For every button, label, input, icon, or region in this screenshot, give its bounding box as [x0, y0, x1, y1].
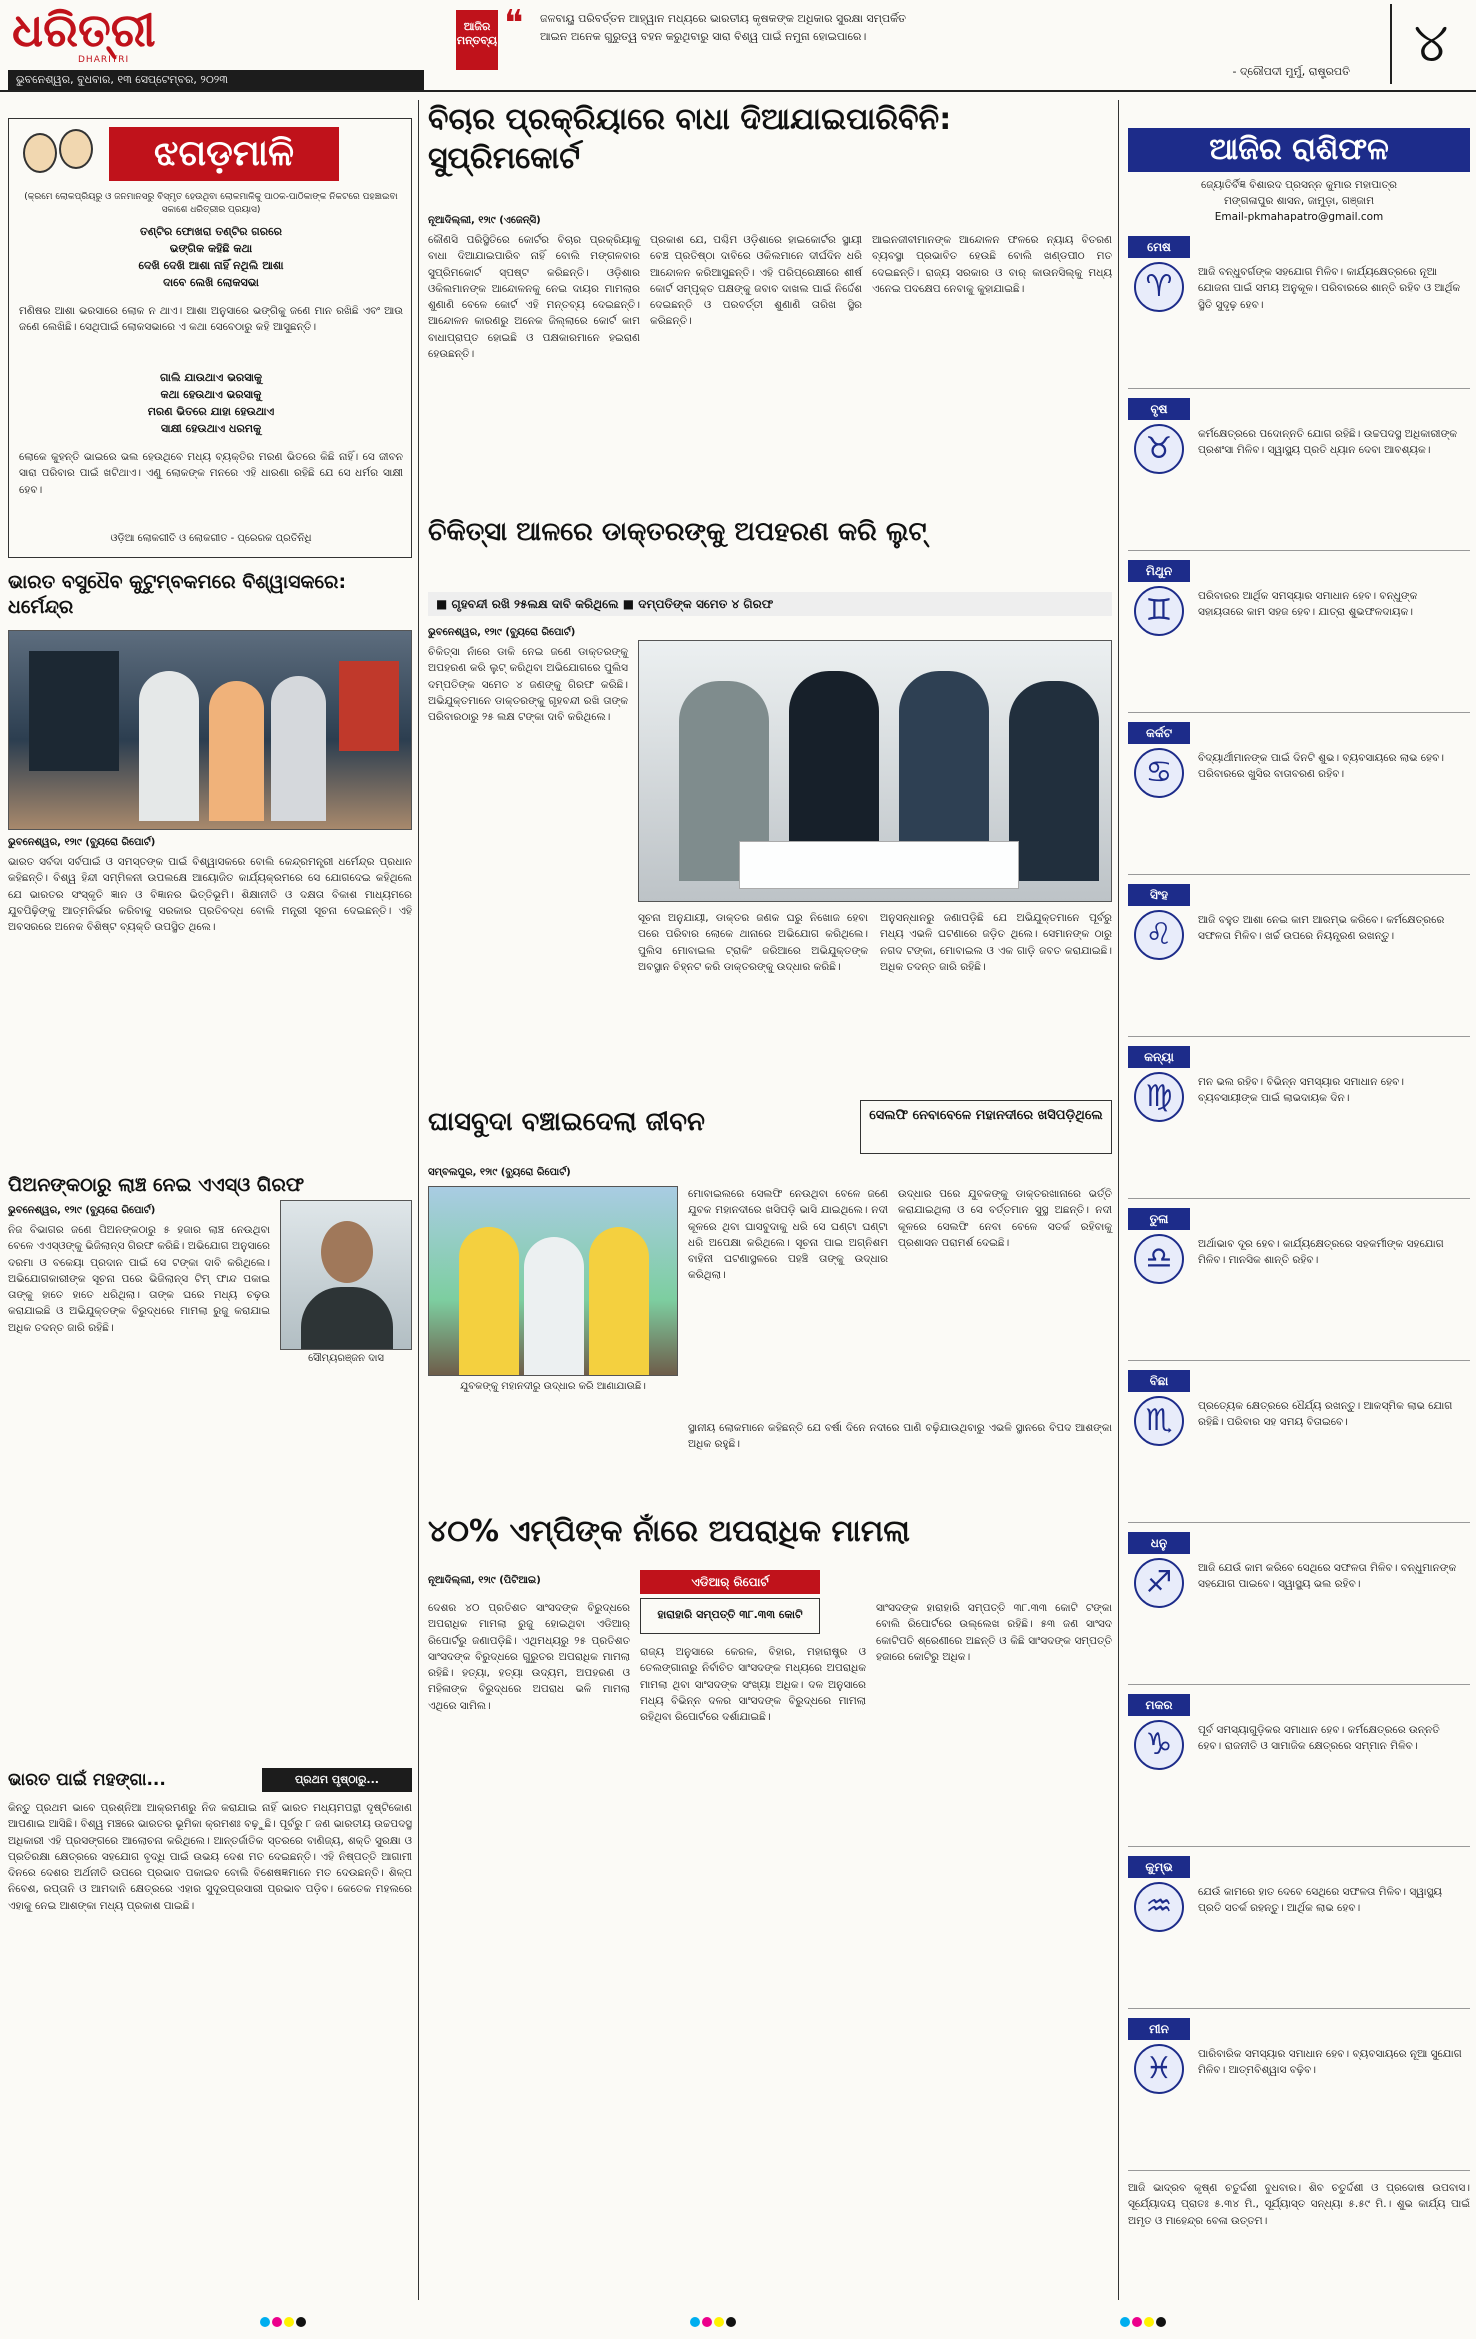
rashi-text: ଆଜି ବନ୍ଧୁବର୍ଗଙ୍କ ସହଯୋଗ ମିଳିବ। କାର୍ଯ୍ୟକ୍ଷେତ୍ରରେ ନୂଆ ଯୋଜନା ପାଇଁ ସମୟ ଅନୁକୂଳ। ପରିବାରରେ ଶାନ୍ତି ରହିବ ଓ ଆର୍ଥିକ ସ୍ଥିତି ସୁଦୃଢ଼ ହେବ। — [1198, 266, 1461, 311]
jhagada-paragraph: ଲୋକେ କୁହନ୍ତି ଭାଇରେ ଭଲ ହେଉଥିବେ ମଧ୍ୟ ବ୍ୟକ୍ତିର ମରଣ ଭିତରେ କିଛି ନାହିଁ। ସେ ଜୀବନ ସାରା ପରିବାର ପାଇଁ ଖଟିଥାଏ। ଏଣୁ ଲୋକଙ୍କ ମନରେ ଏହି ଧାରଣା ରହିଛି ଯେ ସେ ଧର୍ମର ସାକ୍ଷୀ ହେବ। — [19, 451, 403, 496]
body-grass: ମୋବାଇଲରେ ସେଲଫି ନେଉଥିବା ବେଳେ ଜଣେ ଯୁବକ ମହାନଦୀରେ ଖସିପଡ଼ି ଭାସି ଯାଇଥିଲେ। ନଦୀ କୂଳରେ ଥିବା ଘାସବୁଦାକୁ ଧରି ସେ ଘଣ୍ଟା ଘଣ୍ଟା ଧରି ଅପେକ୍ଷା କରିଥିଲେ। ସୂଚନା ପାଇ ଅଗ୍ନିଶମ ବାହିନୀ ଘଟଣାସ୍ଥଳରେ ପହଞ୍ଚି ତାଙ୍କୁ ଉଦ୍ଧାର କରିଥିଲା। — [688, 1188, 888, 1282]
poem-line: ଦାବେ ଲେଖି ଲୋକସଭା — [163, 276, 259, 290]
jhagada-credit: ଓଡ଼ିଆ ଲୋକଗୀତି ଓ ଲୋକଗୀତ - ପ୍ରେରକ ପ୍ରତିନିଧି — [110, 533, 312, 544]
jhagada-paragraph: ମଣିଷର ଆଶା ଭରସାରେ ଲୋକ ନ ଥାଏ। ଆଶା ଅନୁସାରେ ଭଙ୍ଗିକୁ ଜଣେ ମାନ ରଖିଛି ଏବଂ ଆଉ ଜଣେ ଲେଖିଛି। ସେଥିପାଇଁ ଲୋକସଭାରେ ଏ କଥା ସେବେଠାରୁ କହି ଆସୁଛନ୍ତି। — [19, 305, 403, 334]
quote-mark-icon: ❝ — [504, 3, 524, 44]
jhagada-mali-box — [8, 118, 412, 558]
body-mps: ରାଜ୍ୟ ଅନୁସାରେ କେରଳ, ବିହାର, ମହାରାଷ୍ଟ୍ର ଓ ତେଲଙ୍ଗାନାରୁ ନିର୍ବାଚିତ ସାଂସଦଙ୍କ ମଧ୍ୟରେ ଅପରାଧିକ ମାମଲା ଥିବା ସାଂସଦଙ୍କ ସଂଖ୍ୟା ଅଧିକ। ଦଳ ଅନୁସାରେ ମଧ୍ୟ ବିଭିନ୍ନ ଦଳର ସାଂସଦଙ୍କ ବିରୁଦ୍ଧରେ ମାମଲା ରହିଥିବା ରିପୋର୍ଟରେ ଦର୍ଶାଯାଇଛି। — [640, 1646, 866, 1724]
body-doctor: ଚିକିତ୍ସା ନାଁରେ ଡାକି ନେଇ ଜଣେ ଡାକ୍ତରଙ୍କୁ ଅପହରଣ କରି ଲୁଟ୍ କରିଥିବା ଅଭିଯୋଗରେ ପୁଲିସ ଦମ୍ପତିଙ୍କ ସମେତ ୪ ଜଣଙ୍କୁ ଗିରଫ କରିଛି। ଅଭିଯୁକ୍ତମାନେ ଡାକ୍ତରଙ୍କୁ ଗୃହବନ୍ଦୀ ରଖି ତାଙ୍କ ପରିବାରଠାରୁ ୨୫ ଲକ୍ଷ ଟଙ୍କା ଦାବି କରିଥିଲେ। — [428, 646, 628, 724]
body-bribe: ନିଜ ବିଭାଗର ଜଣେ ପିଅନଙ୍କଠାରୁ ୫ ହଜାର ଲାଞ୍ଚ ନେଉଥିବା ବେଳେ ଏଏସ୍‌ଓଙ୍କୁ ଭିଜିଲାନ୍ସ ଗିରଫ କରିଛି। ଅଭିଯୋଗ ଅନୁସାରେ ଦରମା ଓ ବକେୟା ପ୍ରଦାନ ପାଇଁ ସେ ଟଙ୍କା ଦାବି କରିଥିଲେ। ଅଭିଯୋଗକାରୀଙ୍କ ସୂଚନା ପରେ ଭିଜିଲାନ୍ସ ଟିମ୍ ଫାନ୍ଦ ପକାଇ ତାଙ୍କୁ ହାତେ ହାତେ ଧରିଥିଲା। ତାଙ୍କ ଘରେ ମଧ୍ୟ ଚଢ଼ଉ କରାଯାଇଛି ଓ ଅଭିଯୁକ୍ତଙ୍କ ବିରୁଦ୍ଧରେ ମାମଲା ରୁଜୁ କରାଯାଇ ଅଧିକ ତଦନ୍ତ ଜାରି ରହିଛି। — [8, 1224, 270, 1334]
rashi-label: ମେଷ — [1128, 236, 1190, 258]
panjika-text: ଆଜି ଭାଦ୍ରବ କୃଷ୍ଣ ଚତୁର୍ଦ୍ଦଶୀ ବୁଧବାର। ଶିବ ଚତୁର୍ଦ୍ଦଶୀ ଓ ପ୍ରଦୋଷ ଉପବାସ। ସୂର୍ଯ୍ୟୋଦୟ ପ୍ରାତଃ ୫.୩୪ ମି., ସୂର୍ଯ୍ୟାସ୍ତ ସନ୍ଧ୍ୟା ୫.୫୯ ମି.। ଶୁଭ କାର୍ଯ୍ୟ ପାଇଁ ଅମୃତ ଓ ମାହେନ୍ଦ୍ର ବେଳା ଉତ୍ତମ। — [1128, 2182, 1470, 2227]
logo-text: ଧରିତ୍ରୀ — [12, 3, 156, 57]
face-shape — [321, 1221, 373, 1283]
byline-bribe: ଭୁବନେଶ୍ୱର, ୧୨ା୯ (ବ୍ୟୁରୋ ରିପୋର୍ଟ) — [8, 1205, 156, 1216]
zodiac-sign-icon: ♌ — [1134, 910, 1184, 960]
body-sc: ପ୍ରକାଶ ଯେ, ପଶ୍ଚିମ ଓଡ଼ିଶାରେ ହାଇକୋର୍ଟର ସ୍ଥାୟୀ ବେଞ୍ଚ ପ୍ରତିଷ୍ଠା ଦାବିରେ ଓକିଲମାନେ ଦୀର୍ଘଦିନ ଧରି ଆନ୍ଦୋଳନ କରିଆସୁଛନ୍ତି। ଏହି ପରିପ୍ରେକ୍ଷୀରେ ଶୀର୍ଷ କୋର୍ଟ ସମ୍ପୃକ୍ତ ପକ୍ଷଙ୍କୁ ଜବାବ ଦାଖଲ ପାଇଁ ନିର୍ଦ୍ଦେଶ ଦେଇଛନ୍ତି ଓ ପରବର୍ତ୍ତୀ ଶୁଣାଣି ତାରିଖ ସ୍ଥିର କରିଛନ୍ତି। — [650, 234, 862, 328]
rashi-label: ମକର — [1128, 1694, 1190, 1716]
color-dots — [260, 2316, 308, 2328]
subhead-doctor: ■ ଗୃହବନ୍ଦୀ ରଖି ୨୫ଲକ୍ଷ ଦାବି କରିଥିଲେ ■ ଦମ୍ପତିଙ୍କ ସମେତ ୪ ଗିରଫ — [428, 592, 1112, 616]
body-grass: ଉଦ୍ଧାର ପରେ ଯୁବକଙ୍କୁ ଡାକ୍ତରଖାନାରେ ଭର୍ତ୍ତି କରାଯାଇଥିଲା ଓ ସେ ବର୍ତ୍ତମାନ ସୁସ୍ଥ ଅଛନ୍ତି। ନଦୀ କୂଳରେ ସେଲଫି ନେବା ବେଳେ ସତର୍କ ରହିବାକୁ ପ୍ରଶାସନ ପରାମର୍ଶ ଦେଇଛି। — [898, 1188, 1112, 1249]
rashi-label: କନ୍ୟା — [1128, 1046, 1190, 1068]
event-photo — [8, 630, 412, 830]
poem-block — [19, 223, 403, 291]
rashi-entry — [1128, 1532, 1470, 1688]
rashi-divider — [1128, 1198, 1470, 1199]
masthead — [0, 0, 1476, 92]
rashi-label: ମୀନ — [1128, 2018, 1190, 2040]
shoulders-shape — [301, 1287, 393, 1350]
poem-line: କଥା ହେଉଥାଏ ଭରସାକୁ — [160, 388, 262, 402]
cartoon-faces-icon — [19, 125, 99, 185]
body-expensive: କିନ୍ତୁ ପ୍ରଥମ ଭାବେ ପ୍ରଶ୍ନିଆ ଆକ୍ରମଣରୁ ନିଜ କରାଯାଇ ନାହିଁ ଭାରତ ମଧ୍ୟମପନ୍ଥୀ ଦୃଷ୍ଟିକୋଣ ଆପଣାଇ ଆସିଛି। ବିଶ୍ୱ ମଞ୍ଚରେ ଭାରତର ଭୂମିକା କ୍ରମଶଃ ବଢ଼ୁଛି। ପୂର୍ବରୁ ୮ ଜଣ ଭାରତୀୟ ଉଚ୍ଚପଦସ୍ଥ ଅଧିକାରୀ ଏହି ପ୍ରସଙ୍ଗରେ ଆଲୋଚନା କରିଥିଲେ। ଆନ୍ତର୍ଜାତିକ ସ୍ତରରେ ବାଣିଜ୍ୟ, ଶକ୍ତି ସୁରକ୍ଷା ଓ ପ୍ରତିରକ୍ଷା କ୍ଷେତ୍ରରେ ସହଯୋଗ ବୃଦ୍ଧି ପାଇଁ ଉଭୟ ଦେଶ ମତ ଦେଇଛନ୍ତି। ଏହି ନିଷ୍ପତ୍ତି ଆଗାମୀ ଦିନରେ ଦେଶର ଅର୍ଥନୀତି ଉପରେ ପ୍ରଭାବ ପକାଇବ ବୋଲି ବିଶେଷଜ୍ଞମାନେ ମତ ଦେଉଛନ୍ତି। ଶିଳ୍ପ ନିବେଶ, ରପ୍ତାନି ଓ ଆମଦାନି କ୍ଷେତ୍ରରେ ଏହାର ସୁଦୂରପ୍ରସାରୀ ପ୍ରଭାବ ପଡ଼ିବ। କେତେକ ମହଲରେ ଏହାକୁ ନେଇ ଆଶଙ୍କା ମଧ୍ୟ ପ୍ରକାଶ ପାଇଛି। — [8, 1802, 412, 1912]
rashi-label: ସିଂହ — [1128, 884, 1190, 906]
person-shape — [139, 671, 199, 821]
arrest-photo — [638, 640, 1112, 902]
rashi-text: ଅର୍ଥାଭାବ ଦୂର ହେବ। କାର୍ଯ୍ୟକ୍ଷେତ୍ରରେ ସହକର୍ମୀଙ୍କ ସହଯୋଗ ମିଳିବ। ମାନସିକ ଶାନ୍ତି ରହିବ। — [1198, 1238, 1444, 1267]
person-shape — [589, 1227, 649, 1376]
rashi-entry — [1128, 560, 1470, 716]
rashi-divider — [1128, 1036, 1470, 1037]
zodiac-sign-icon: ♋ — [1134, 748, 1184, 798]
dateline: ଭୁବନେଶ୍ୱର, ବୁଧବାର, ୧୩ ସେପ୍ଟେମ୍ବର, ୨୦୨୩ — [8, 70, 424, 90]
rashi-divider — [1128, 1684, 1470, 1685]
byline-pm: ଭୁବନେଶ୍ୱର, ୧୨ା୯ (ବ୍ୟୁରୋ ରିପୋର୍ଟ) — [8, 837, 156, 848]
rashi-label: କର୍କଟ — [1128, 722, 1190, 744]
body-mps: ଦେଶର ୪୦ ପ୍ରତିଶତ ସାଂସଦଙ୍କ ବିରୁଦ୍ଧରେ ଅପରାଧିକ ମାମଲା ରୁଜୁ ହୋଇଥିବା ଏଡିଆର୍ ରିପୋର୍ଟରୁ ଜଣାପଡ଼ିଛି। ଏଥିମଧ୍ୟରୁ ୨୫ ପ୍ରତିଶତ ସାଂସଦଙ୍କ ବିରୁଦ୍ଧରେ ଗୁରୁତର ଅପରାଧିକ ମାମଲା ରହିଛି। ହତ୍ୟା, ହତ୍ୟା ଉଦ୍ୟମ, ଅପହରଣ ଓ ମହିଳାଙ୍କ ବିରୁଦ୍ଧରେ ଅପରାଧ ଭଳି ମାମଲା ଏଥିରେ ସାମିଲ। — [428, 1602, 630, 1712]
rashi-label: କୁମ୍ଭ — [1128, 1856, 1190, 1878]
rashi-text: ଆଜି ବହୁତ ଆଶା ନେଇ କାମ ଆରମ୍ଭ କରିବେ। କର୍ମକ୍ଷେତ୍ରରେ ସଫଳତା ମିଳିବ। ଖର୍ଚ୍ଚ ଉପରେ ନିୟନ୍ତ୍ରଣ ରଖନ୍ତୁ। — [1198, 914, 1445, 943]
quote-line: ଆଇନ ଅନେକ ଗୁରୁତ୍ୱ ବହନ କରୁଥିବାରୁ ସାରା ବିଶ୍ୱ ପାଇଁ ନମୁନା ହୋଇପାରେ। — [540, 29, 867, 43]
continued-tag: ପ୍ରଥମ ପୃଷ୍ଠାରୁ... — [262, 1768, 412, 1792]
poem-line: ସାକ୍ଷୀ ହେଉଥାଏ ଧରମକୁ — [160, 422, 262, 436]
zodiac-sign-icon: ♑ — [1134, 1720, 1184, 1770]
astrologer-email: Email-pkmahapatro@gmail.com — [1214, 210, 1384, 223]
rashi-text: ବିଦ୍ୟାର୍ଥୀମାନଙ୍କ ପାଇଁ ଦିନଟି ଶୁଭ। ବ୍ୟବସାୟରେ ଲାଭ ହେବ। ପରିବାରରେ ଖୁସିର ବାତାବରଣ ରହିବ। — [1198, 752, 1445, 781]
seized-items-table — [739, 841, 1019, 889]
headline-doctor: ଚିକିତ୍ସା ଆଳରେ ଡାକ୍ତରଙ୍କୁ ଅପହରଣ କରି ଲୁଟ୍ — [428, 517, 927, 547]
plaque-shape — [29, 651, 119, 771]
rashi-divider — [1128, 712, 1470, 713]
byline-sc: ନୂଆଦିଲ୍ଲୀ, ୧୨ା୯ (ଏଜେନ୍ସି) — [428, 215, 541, 226]
rashi-text: ପ୍ରତ୍ୟେକ କ୍ଷେତ୍ରରେ ଧୈର୍ଯ୍ୟ ରଖନ୍ତୁ। ଆକସ୍ମିକ ଲାଭ ଯୋଗ ରହିଛି। ପରିବାର ସହ ସମୟ ବିତାଇବେ। — [1198, 1400, 1453, 1429]
byline-mps: ନୂଆଦିଲ୍ଲୀ, ୧୨ା୯ (ପିଟିଆଇ) — [428, 1575, 541, 1586]
poem-line: ମରଣ ଭିତରେ ଯାହା ହେଉଥାଏ — [147, 405, 275, 419]
quote-text — [540, 10, 1340, 45]
body-pm: ଭାରତ ସର୍ବଦା ସର୍ବପାଇଁ ଓ ସମସ୍ତଙ୍କ ପାଇଁ ବିଶ୍ୱାସକରେ ବୋଲି କେନ୍ଦ୍ରମନ୍ତ୍ରୀ ଧର୍ମେନ୍ଦ୍ର ପ୍ରଧାନ କହିଛନ୍ତି। ବିଶ୍ୱ ହିନ୍ଦୀ ସମ୍ମିଳନୀ ଉପଲକ୍ଷେ ଆୟୋଜିତ କାର୍ଯ୍ୟକ୍ରମରେ ସେ ଯୋଗଦେଇ କହିଥିଲେ ଯେ ଭାରତର ସଂସ୍କୃତି ଜ୍ଞାନ ଓ ବିଜ୍ଞାନର ଭିତ୍ତିଭୂମି। ଶିକ୍ଷାନୀତି ଓ ଦକ୍ଷତା ବିକାଶ ମାଧ୍ୟମରେ ଯୁବପିଢ଼ିଙ୍କୁ ଆତ୍ମନିର୍ଭର କରିବାକୁ ସରକାର ପ୍ରତିବଦ୍ଧ ବୋଲି ମନ୍ତ୍ରୀ ସୂଚନା ଦେଇଛନ୍ତି। ଏହି ଅବସରରେ ଅନେକ ବିଶିଷ୍ଟ ବ୍ୟକ୍ତି ଉପସ୍ଥିତ ଥିଲେ। — [8, 856, 412, 934]
zodiac-sign-icon: ♎ — [1134, 1234, 1184, 1284]
poem-line: ତଣ୍ଟିର ଫୋଖରା ତଣ୍ଟିର ଗରରେ — [140, 225, 282, 238]
headline-bribe: ପିଅନଙ୍କଠାରୁ ଲାଞ୍ଚ ନେଇ ଏଏସ୍‌ଓ ଗିରଫ — [8, 1174, 305, 1196]
rashi-text: ଆଜି ଯେଉଁ କାମ କରିବେ ସେଥିରେ ସଫଳତା ମିଳିବ। ବନ୍ଧୁମାନଙ୍କ ସହଯୋଗ ପାଇବେ। ସ୍ୱାସ୍ଥ୍ୟ ଭଲ ରହିବ। — [1198, 1562, 1457, 1591]
rashi-text: ମନ ଭଲ ରହିବ। ବିଭିନ୍ନ ସମସ୍ୟାର ସମାଧାନ ହେବ। ବ୍ୟବସାୟୀଙ୍କ ପାଇଁ ଲାଭଦାୟକ ଦିନ। — [1198, 1076, 1405, 1105]
rashi-entry — [1128, 2018, 1470, 2174]
poem-block — [19, 369, 403, 437]
column-divider — [418, 100, 419, 2300]
headline-mps: ୪୦% ଏମ୍‌ପିଙ୍କ ନାଁରେ ଅପରାଧିକ ମାମଲା — [428, 1514, 910, 1549]
astrologer-address: ମଙ୍ଗଳାପୁର ଶାସନ, ଜାମୁଡ଼ା, ଗଞ୍ଜାମ — [1223, 194, 1375, 207]
zodiac-sign-icon: ♍ — [1134, 1072, 1184, 1122]
byline-doctor: ଭୁବନେଶ୍ୱର, ୧୨ା୯ (ବ୍ୟୁରୋ ରିପୋର୍ଟ) — [428, 627, 576, 638]
rashi-entry — [1128, 1856, 1470, 2012]
rashi-divider — [1128, 2008, 1470, 2009]
rashi-entry — [1128, 884, 1470, 1040]
headline-sc: ବିଚାର ପ୍ରକ୍ରିୟାରେ ବାଧା ଦିଆଯାଇପାରିବିନି: ସୁପ୍ରିମକୋର୍ଟ — [428, 102, 952, 176]
newspaper-logo — [12, 4, 212, 66]
person-shape — [209, 681, 264, 821]
rescue-photo — [428, 1186, 678, 1376]
accused-photo — [280, 1200, 412, 1350]
rashi-entry — [1128, 236, 1470, 392]
person-shape — [524, 1237, 584, 1376]
rashi-label: ତୁଳା — [1128, 1208, 1190, 1230]
astrologer-info — [1128, 178, 1470, 225]
page-number: ୪ — [1390, 4, 1470, 84]
rashi-entry — [1128, 722, 1470, 878]
rashi-divider — [1128, 1522, 1470, 1523]
rashi-entry — [1128, 1370, 1470, 1526]
body-sc: ଆଇନଜୀବୀମାନଙ୍କ ଆନ୍ଦୋଳନ ଫଳରେ ନ୍ୟାୟ ବିତରଣ ବ୍ୟବସ୍ଥା ପ୍ରଭାବିତ ହେଉଛି ବୋଲି ଖଣ୍ଡପୀଠ ମତ ଦେଇଛନ୍ତି। ରାଜ୍ୟ ସରକାର ଓ ବାର୍ କାଉନସିଲ୍‌କୁ ମଧ୍ୟ ଏନେଇ ପଦକ୍ଷେପ ନେବାକୁ କୁହାଯାଇଛି। — [872, 234, 1112, 295]
person-shape — [459, 1227, 519, 1376]
rashi-label: ବୃଷ — [1128, 398, 1190, 420]
zodiac-sign-icon: ♊ — [1134, 586, 1184, 636]
rashi-divider — [1128, 1360, 1470, 1361]
zodiac-sign-icon: ♓ — [1134, 2044, 1184, 2094]
kicker-grass: ସେଲଫି ନେବାବେଳେ ମହାନଦୀରେ ଖସିପଡ଼ିଥିଲେ — [860, 1100, 1112, 1154]
rashi-entry — [1128, 1046, 1470, 1202]
logo-subtext: DHARITRI — [78, 55, 130, 65]
zodiac-sign-icon: ♒ — [1134, 1882, 1184, 1932]
poem-line: ଭଙ୍ଗିକ କହିଛି କଥା — [169, 242, 253, 256]
caption-bribe: ସୌମ୍ୟରଞ୍ଜନ ଦାସ — [308, 1353, 384, 1364]
rashi-label: ଧନୁ — [1128, 1532, 1190, 1554]
color-dots — [1120, 2316, 1168, 2328]
zodiac-sign-icon: ♈ — [1134, 262, 1184, 312]
rashi-entry — [1128, 1694, 1470, 1850]
astrologer-name: ଜ୍ୟୋତିର୍ବିଜ୍ଞ ବିଶାରଦ ପ୍ରସନ୍ନ କୁମାର ମହାପାତ୍ର — [1200, 179, 1397, 191]
headline-expensive: ଭାରତ ପାଇଁ ମହଙ୍ଗା... — [8, 1770, 166, 1790]
rashi-divider — [1128, 874, 1470, 875]
subhead-mps: ହାରାହାରି ସମ୍ପତ୍ତି ୩୮.୩୩ କୋଟି — [640, 1598, 820, 1634]
rashi-text: ପରିବାରର ଆର୍ଥିକ ସମସ୍ୟାର ସମାଧାନ ହେବ। ବନ୍ଧୁଙ୍କ ସହାୟତାରେ କାମ ସହଜ ହେବ। ଯାତ୍ରା ଶୁଭଫଳଦାୟକ। — [1198, 590, 1418, 619]
rashi-divider — [1128, 2170, 1470, 2171]
body-doctor: ସୂଚନା ଅନୁଯାୟୀ, ଡାକ୍ତର ଜଣକ ଘରୁ ନିଖୋଜ ହେବା ପରେ ପରିବାର ଲୋକେ ଥାନାରେ ଅଭିଯୋଗ କରିଥିଲେ। ପୁଲିସ ମୋବାଇଲ ଟ୍ରାକିଂ ଜରିଆରେ ଅଭିଯୁକ୍ତଙ୍କ ଅବସ୍ଥାନ ଚିହ୍ନଟ କରି ଡାକ୍ତରଙ୍କୁ ଉଦ୍ଧାର କରିଛି। — [638, 912, 868, 973]
body-doctor: ଅନୁସନ୍ଧାନରୁ ଜଣାପଡ଼ିଛି ଯେ ଅଭିଯୁକ୍ତମାନେ ପୂର୍ବରୁ ମଧ୍ୟ ଏଭଳି ଘଟଣାରେ ଜଡ଼ିତ ଥିଲେ। ସେମାନଙ୍କ ଠାରୁ ନଗଦ ଟଙ୍କା, ମୋବାଇଲ ଓ ଏକ ଗାଡ଼ି ଜବତ କରାଯାଇଛି। ଅଧିକ ତଦନ୍ତ ଜାରି ରହିଛି। — [880, 912, 1112, 973]
print-registration-marks — [0, 2312, 1476, 2332]
color-dots — [690, 2316, 738, 2328]
rashi-label: ବିଛା — [1128, 1370, 1190, 1392]
byline-grass: ସମ୍ବଲପୁର, ୧୨ା୯ (ବ୍ୟୁରୋ ରିପୋର୍ଟ) — [428, 1167, 571, 1178]
zodiac-sign-icon: ♉ — [1134, 424, 1184, 474]
rashi-text: ପୂର୍ବ ସମସ୍ୟାଗୁଡ଼ିକର ସମାଧାନ ହେବ। କର୍ମକ୍ଷେତ୍ରରେ ଉନ୍ନତି ହେବ। ରାଜନୀତି ଓ ସାମାଜିକ କ୍ଷେତ୍ରରେ ସମ୍ମାନ ମିଳିବ। — [1198, 1724, 1440, 1753]
rashi-text: ପାରିବାରିକ ସମସ୍ୟାର ସମାଧାନ ହେବ। ବ୍ୟବସାୟରେ ନୂଆ ସୁଯୋଗ ମିଳିବ। ଆତ୍ମବିଶ୍ୱାସ ବଢ଼ିବ। — [1198, 2048, 1462, 2077]
rashi-entry — [1128, 1208, 1470, 1364]
rashi-divider — [1128, 388, 1470, 389]
jhagada-title: ଝଗଡ଼ମାଳି — [109, 127, 339, 181]
rashi-label: ମିଥୁନ — [1128, 560, 1190, 582]
zodiac-sign-icon: ♏ — [1134, 1396, 1184, 1446]
body-grass: ସ୍ଥାନୀୟ ଲୋକମାନେ କହିଛନ୍ତି ଯେ ବର୍ଷା ଦିନେ ନଦୀରେ ପାଣି ବଢ଼ିଯାଉଥିବାରୁ ଏଭଳି ସ୍ଥାନରେ ବିପଦ ଆଶଙ୍କା ଅଧିକ ରହୁଛି। — [688, 1422, 1112, 1451]
zodiac-sign-icon: ♐ — [1134, 1558, 1184, 1608]
rashi-text: କର୍ମକ୍ଷେତ୍ରରେ ପଦୋନ୍ନତି ଯୋଗ ରହିଛି। ଉଚ୍ଚପଦସ୍ଥ ଅଧିକାରୀଙ୍କ ପ୍ରଶଂସା ମିଳିବ। ସ୍ୱାସ୍ଥ୍ୟ ପ୍ରତି ଧ୍ୟାନ ଦେବା ଆବଶ୍ୟକ। — [1198, 428, 1458, 457]
jhagada-byline: (କ୍ରମେ ଲୋକପ୍ରିୟରୁ ଓ ଜନମାନସରୁ ବିସ୍ମୃତ ହେଉଥିବା ଲୋକମାଳିକୁ ପାଠକ-ପାଠିକାଙ୍କ ନିକଟରେ ପହଞ୍ଚାଇବା ସକାଶେ ଧରିତ୍ରୀର ପ୍ରୟାସ) — [24, 192, 398, 216]
headline-pm: ଭାରତ ବସୁଧୈବ କୁଟୁମ୍ବକମରେ ବିଶ୍ୱାସକରେ: ଧର୍ମେନ୍ଦ୍ର — [8, 571, 347, 618]
quote-line: ଜଳବାୟୁ ପରିବର୍ତ୍ତନ ଆହ୍ୱାନ ମଧ୍ୟରେ ଭାରତୀୟ କୃଷକଙ୍କ ଅଧିକାର ସୁରକ୍ଷା ସମ୍ପର୍କିତ — [540, 12, 907, 25]
caption-grass: ଯୁବକଙ୍କୁ ମହାନଦୀରୁ ଉଦ୍ଧାର କରି ଆଣାଯାଉଛି। — [460, 1381, 646, 1392]
person-shape — [1009, 681, 1099, 881]
quote-author: - ଦ୍ରୌପଦୀ ମୁର୍ମୁ, ରାଷ୍ଟ୍ରପତି — [1232, 65, 1350, 78]
headline-grass: ଘାସବୁଦା ବଞ୍ଚାଇଦେଲା ଜୀବନ — [428, 1107, 705, 1137]
column-divider — [1118, 100, 1119, 2300]
tag-mps: ଏଡିଆର୍ ରିପୋର୍ଟ — [640, 1570, 820, 1594]
rashi-divider — [1128, 1846, 1470, 1847]
rashi-entry — [1128, 398, 1470, 554]
rashi-text: ଯେଉଁ କାମରେ ହାତ ଦେବେ ସେଥିରେ ସଫଳତା ମିଳିବ। ସ୍ୱାସ୍ଥ୍ୟ ପ୍ରତି ସତର୍କ ରହନ୍ତୁ। ଆର୍ଥିକ ଲାଭ ହେବ। — [1198, 1886, 1442, 1915]
poem-line: ଦେଖି ଦେଖି ଆଶା ନାହିଁ ନଥିଲି ଆଶା — [138, 259, 284, 273]
body-sc: କୌଣସି ପରିସ୍ଥିତିରେ କୋର୍ଟର ବିଚାର ପ୍ରକ୍ରିୟାକୁ ବାଧା ଦିଆଯାଇପାରିବ ନାହିଁ ବୋଲି ମଙ୍ଗଳବାର ସୁପ୍ରିମକୋର୍ଟ ସ୍ପଷ୍ଟ କରିଛନ୍ତି। ଓଡ଼ିଶାର ଓକିଲମାନଙ୍କ ଆନ୍ଦୋଳନକୁ ନେଇ ଦାୟର ମାମଲାର ଶୁଣାଣି ବେଳେ କୋର୍ଟ ଏହି ମନ୍ତବ୍ୟ ଦେଇଛନ୍ତି। ଆନ୍ଦୋଳନ କାରଣରୁ ଅନେକ ଜିଲ୍ଲାରେ କୋର୍ଟ କାମ ବାଧାପ୍ରାପ୍ତ ହୋଇଛି ଓ ପକ୍ଷକାରମାନେ ହଇରାଣ ହେଉଛନ୍ତି। — [428, 234, 640, 360]
quote-tag: ଆଜିର ମନ୍ତବ୍ୟ — [456, 10, 498, 70]
person-shape — [271, 676, 326, 821]
banner-shape — [339, 661, 399, 751]
rashiphala-title: ଆଜିର ରାଶିଫଳ — [1128, 128, 1470, 172]
poem-line: ଗାଲି ଯାଉଥାଏ ଭରସାକୁ — [159, 371, 263, 384]
rashi-divider — [1128, 550, 1470, 551]
body-mps: ସାଂସଦଙ୍କ ହାରାହାରି ସମ୍ପତ୍ତି ୩୮.୩୩ କୋଟି ଟଙ୍କା ବୋଲି ରିପୋର୍ଟରେ ଉଲ୍ଲେଖ ରହିଛି। ୫୩ ଜଣ ସାଂସଦ କୋଟିପତି ଶ୍ରେଣୀରେ ଅଛନ୍ତି ଓ କିଛି ସାଂସଦଙ୍କ ସମ୍ପତ୍ତି ହଜାରେ କୋଟିରୁ ଅଧିକ। — [876, 1602, 1112, 1663]
